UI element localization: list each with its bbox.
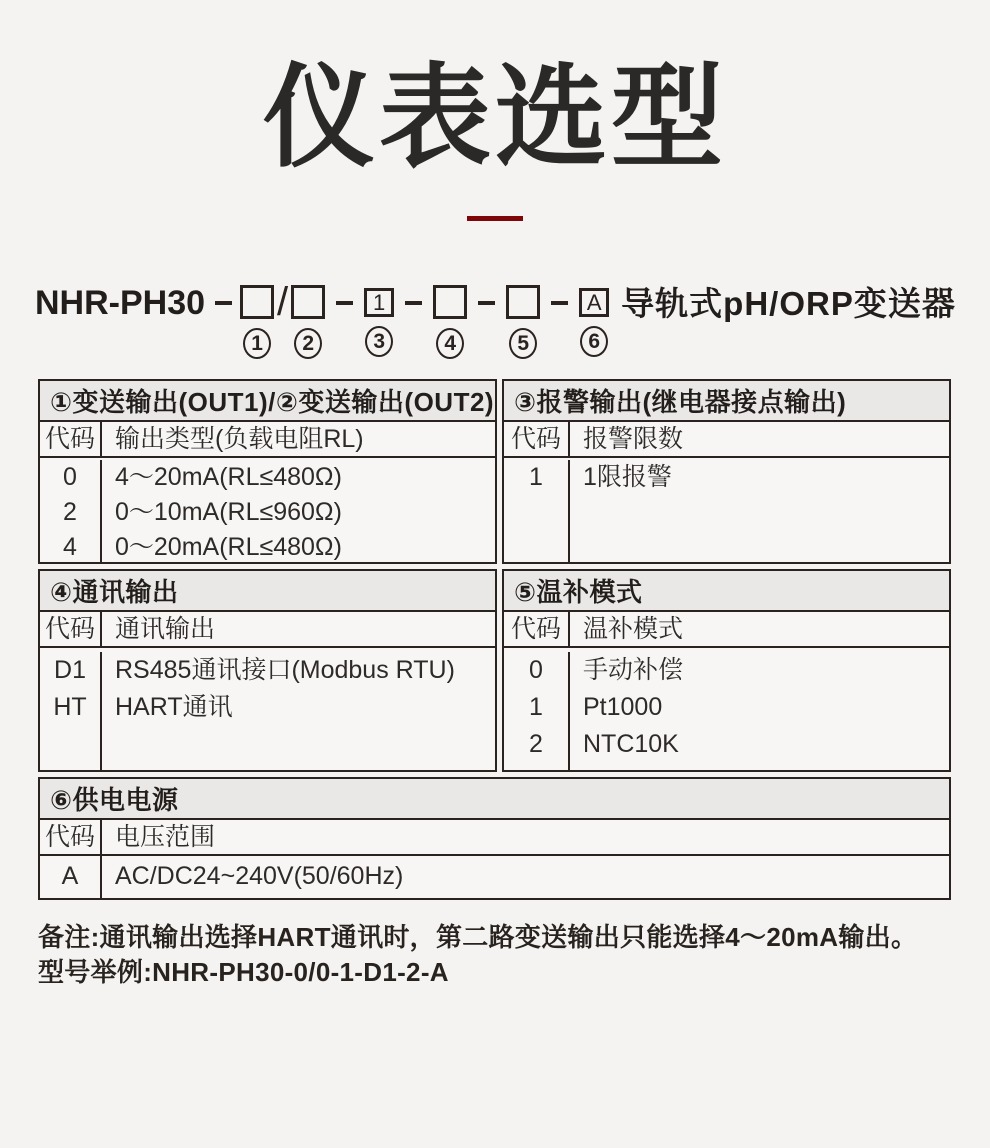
model-slot-3: [364, 285, 394, 357]
desc-value: AC/DC24~240V(50/60Hz): [115, 862, 404, 891]
circled-number-2: 2: [294, 328, 322, 359]
desc-value: 手动补偿: [583, 656, 684, 685]
dash-separator: [467, 285, 506, 321]
section-alarm-output-title: ③报警输出(继电器接点输出): [504, 381, 949, 422]
model-code-line: [35, 280, 990, 359]
code-column-header: 代码: [40, 422, 102, 456]
section-communication-output: [38, 569, 497, 772]
desc-column-header: 通讯输出: [115, 615, 216, 644]
selection-tables: [38, 379, 951, 900]
model-slot-5: [506, 285, 540, 359]
model-box-1: [240, 285, 274, 319]
circled-number-6: 6: [580, 326, 608, 357]
circled-number-1: 1: [243, 328, 271, 359]
code-cells: [504, 460, 570, 562]
table-rows: [504, 648, 949, 770]
code-column-header: 代码: [504, 612, 570, 646]
circled-number-4: 4: [436, 328, 464, 359]
dash-separator: [540, 285, 579, 321]
code-value: 2: [63, 498, 77, 527]
desc-cells: [102, 652, 495, 770]
model-slot-6: [579, 285, 609, 357]
code-value: 1: [529, 463, 543, 492]
desc-value: NTC10K: [583, 730, 679, 759]
code-cells: [40, 652, 102, 770]
column-headers: [40, 612, 495, 648]
table-rows: [40, 458, 495, 562]
code-value: 0: [63, 463, 77, 492]
title-accent-dash: [467, 216, 523, 221]
desc-cells: [570, 652, 949, 770]
circled-number-3: 3: [365, 326, 393, 357]
column-headers: [40, 820, 949, 856]
code-cells: [504, 652, 570, 770]
model-box-2: [291, 285, 325, 319]
note-model-example: 型号举例:NHR-PH30-0/0-1-D1-2-A: [38, 957, 449, 988]
model-box-4: [433, 285, 467, 319]
code-value: 4: [63, 533, 77, 562]
model-slot-4: [433, 285, 467, 359]
desc-value: 1限报警: [583, 463, 672, 492]
code-value: A: [61, 862, 79, 891]
column-headers: [504, 422, 949, 458]
model-slot-2: [291, 285, 325, 359]
desc-value: 0～10mA(RL≤960Ω): [115, 498, 342, 527]
code-column-header: 代码: [40, 820, 102, 854]
section-power-supply-title: ⑥供电电源: [40, 779, 949, 820]
table-rows: [40, 648, 495, 770]
dash-separator: [205, 285, 240, 321]
code-value: 2: [529, 730, 543, 759]
desc-value: 0～20mA(RL≤480Ω): [115, 533, 342, 562]
column-headers: [504, 612, 949, 648]
code-column-header: 代码: [504, 422, 570, 456]
section-communication-output-title: ④通讯输出: [40, 571, 495, 612]
dash-separator: [325, 285, 364, 321]
note-remark: 备注:通讯输出选择HART通讯时，第二路变送输出只能选择4～20mA输出。: [38, 922, 918, 953]
desc-cells: [102, 460, 495, 562]
code-cells: [40, 856, 102, 898]
dash-separator: [394, 285, 433, 321]
circled-number-5: 5: [509, 328, 537, 359]
desc-cells: [570, 460, 949, 562]
table-rows: [40, 856, 949, 898]
desc-column-header: 报警限数: [583, 425, 684, 454]
desc-column-header: 输出类型(负载电阻RL): [115, 425, 364, 454]
table-rows: [504, 458, 949, 562]
code-cells: [40, 460, 102, 562]
model-slot-1: [240, 285, 274, 359]
section-power-supply: [38, 777, 951, 900]
section-alarm-output: [502, 379, 951, 564]
code-value: HT: [53, 693, 87, 722]
section-temp-compensation-title: ⑤温补模式: [504, 571, 949, 612]
model-prefix: NHR-PH30: [35, 284, 206, 323]
model-box-5: [506, 285, 540, 319]
desc-value: RS485通讯接口(Modbus RTU): [115, 656, 455, 685]
page-title: 仪表选型: [263, 55, 727, 180]
desc-value: 4～20mA(RL≤480Ω): [115, 463, 342, 492]
model-box-3: 1: [364, 288, 394, 317]
code-value: 0: [529, 656, 543, 685]
slash-separator: /: [277, 280, 289, 325]
desc-column-header: 温补模式: [583, 615, 684, 644]
desc-value: HART通讯: [115, 693, 233, 722]
code-value: 1: [529, 693, 543, 722]
section-transmit-output-title: ①变送输出(OUT1)/②变送输出(OUT2): [40, 381, 495, 422]
footer-notes: [38, 920, 990, 990]
model-box-6: A: [579, 288, 609, 317]
desc-cells: [102, 856, 949, 898]
model-description: 导轨式pH/ORP变送器: [621, 285, 956, 323]
column-headers: [40, 422, 495, 458]
code-column-header: 代码: [40, 612, 102, 646]
code-value: D1: [54, 656, 86, 685]
desc-value: Pt1000: [583, 693, 663, 722]
desc-column-header: 电压范围: [115, 823, 216, 852]
section-temp-compensation: [502, 569, 951, 772]
section-transmit-output: [38, 379, 497, 564]
